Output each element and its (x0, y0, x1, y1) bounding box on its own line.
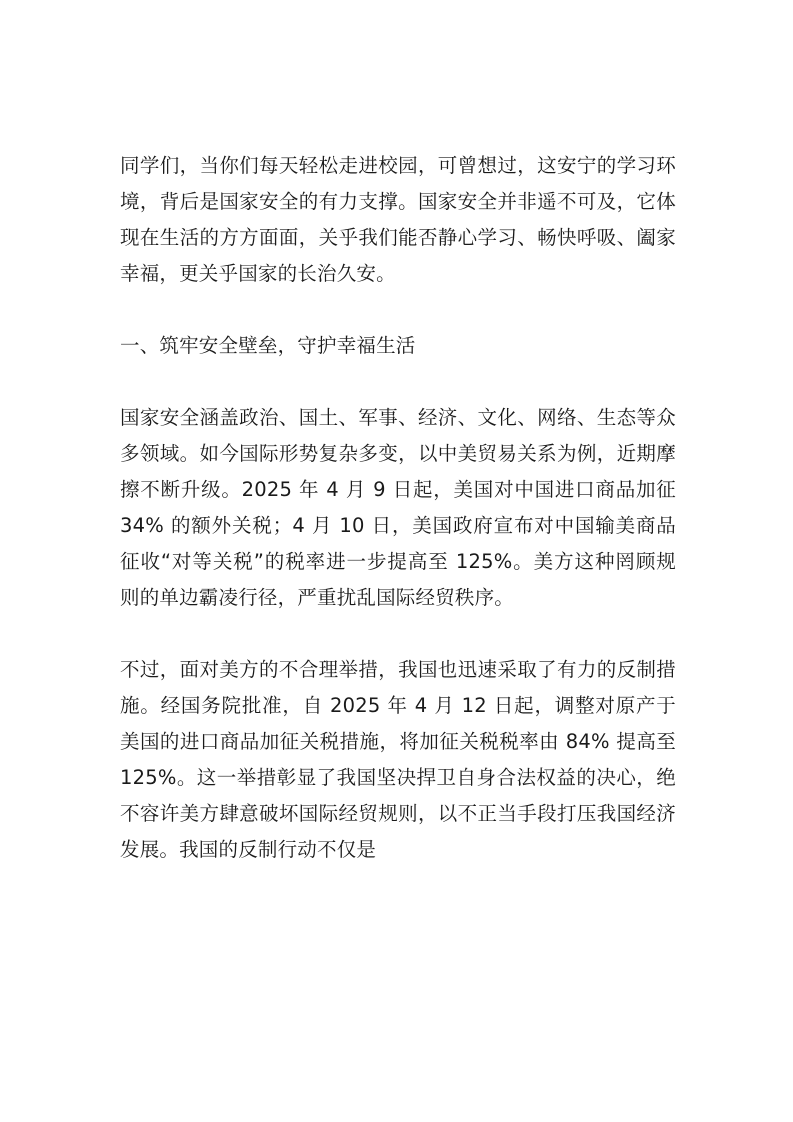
body-paragraph: 不过，面对美方的不合理举措，我国也迅速采取了有力的反制措施。经国务院批准，自 2025 年 4 月 12 日起，调整对原产于美国的进口商品加征关税措施，将加征关税税率由 84% 提高至 125%。这一举措彰显了我国坚决捍卫自身合法权益的决心，绝不容许美方肆意破坏国际经贸规则，以不正当手段打压我国经济发展。我国的反制行动不仅是 (120, 658, 676, 861)
intro-paragraph: 同学们，当你们每天轻松走进校园，可曾想过，这安宁的学习环境，背后是国家安全的有力支撑。国家安全并非遥不可及，它体现在生活的方方面面，关乎我们能否静心学习、畅快呼吸、阖家幸福，更关乎国家的长治久安。 (120, 154, 676, 285)
document-page (120, 148, 676, 904)
body-paragraph: 国家安全涵盖政治、国土、军事、经济、文化、网络、生态等众多领域。如今国际形势复杂多变，以中美贸易关系为例，近期摩擦不断升级。2025 年 4 月 9 日起，美国对中国进口商品加征 34% 的额外关税；4 月 10 日，美国政府宣布对中国输美商品征收“对等关税”的税率进一步提高至 125%。美方这种罔顾规则的单边霸凌行径，严重扰乱国际经贸秩序。 (120, 406, 676, 609)
section-heading: 一、筑牢安全壁垒，守护幸福生活 (120, 334, 416, 357)
